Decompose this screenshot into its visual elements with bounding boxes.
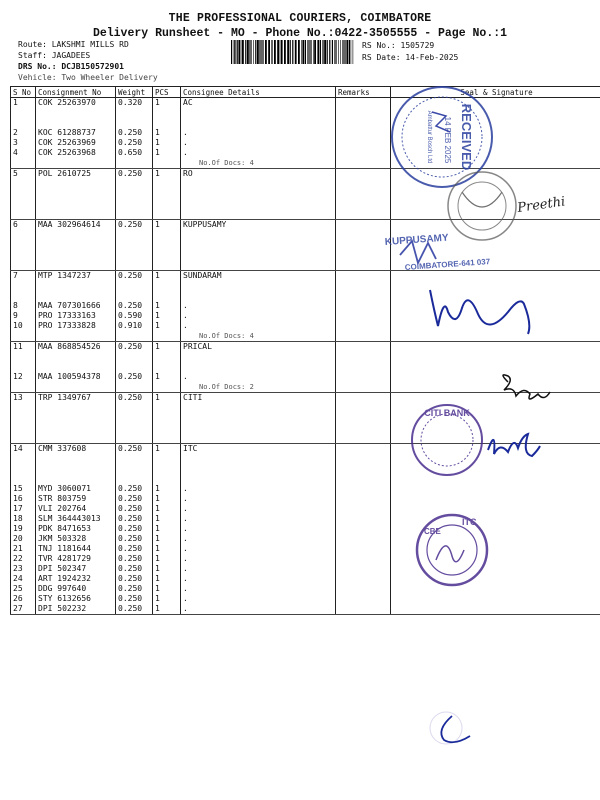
consignee-value: . <box>183 311 188 320</box>
barcode-bar <box>336 40 337 64</box>
pcs-value: 1 <box>155 504 160 513</box>
sno-value: 21 <box>13 544 23 553</box>
consignee-cell <box>181 271 336 342</box>
consignment-cell <box>36 342 116 393</box>
barcode-bar <box>332 40 333 64</box>
vehicle-label: Vehicle: Two Wheeler Delivery <box>18 73 158 82</box>
weight-value: 0.250 <box>118 524 143 533</box>
consignee-value: . <box>183 128 188 137</box>
table-row <box>11 169 600 220</box>
barcode-bar <box>314 40 316 64</box>
pcs-cell <box>153 444 181 615</box>
consignee-value: . <box>183 594 188 603</box>
barcode-bar <box>247 40 249 64</box>
pcs-value: 1 <box>155 514 160 523</box>
received-stamp-text: RECEIVED <box>459 103 474 171</box>
rs-date: RS Date: 14-Feb-2025 <box>362 53 459 62</box>
consignment-value: MAA 868854526 <box>38 342 101 351</box>
barcode-bar <box>292 40 293 64</box>
weight-value: 0.250 <box>118 564 143 573</box>
pcs-cell <box>153 271 181 342</box>
weight-cell <box>116 393 153 444</box>
pcs-value: 1 <box>155 372 160 381</box>
barcode-bar <box>238 40 240 64</box>
sno-value: 8 <box>13 301 18 310</box>
consignee-cell <box>181 220 336 271</box>
remarks-cell <box>336 169 391 220</box>
sno-value: 20 <box>13 534 23 543</box>
docs-count: No.Of Docs: 2 <box>199 383 254 391</box>
received-stamp-company: Ambattur Bosch Ltd <box>426 110 432 164</box>
weight-cell <box>116 220 153 271</box>
weight-value: 0.250 <box>118 393 143 402</box>
seal-cell <box>391 393 600 444</box>
consignment-value: TVR 4281729 <box>38 554 91 563</box>
pcs-value: 1 <box>155 220 160 229</box>
consignee-value: . <box>183 148 188 157</box>
pcs-value: 1 <box>155 271 160 280</box>
consignment-cell <box>36 169 116 220</box>
weight-value: 0.910 <box>118 321 143 330</box>
sno-value: 12 <box>13 372 23 381</box>
barcode-bar <box>284 40 286 64</box>
pcs-value: 1 <box>155 554 160 563</box>
sno-value: 4 <box>13 148 18 157</box>
barcode-bar <box>301 40 302 64</box>
pcs-value: 1 <box>155 594 160 603</box>
consignee-value: . <box>183 584 188 593</box>
pcs-value: 1 <box>155 148 160 157</box>
drs-number: DRS No.: DCJB150572901 <box>18 62 124 71</box>
sno-cell <box>11 220 36 271</box>
barcode-bar <box>343 40 344 64</box>
consignee-value: . <box>183 138 188 147</box>
consignee-value: . <box>183 504 188 513</box>
consignment-value: PRO 17333163 <box>38 311 96 320</box>
pcs-value: 1 <box>155 604 160 613</box>
sno-value: 27 <box>13 604 23 613</box>
weight-value: 0.250 <box>118 484 143 493</box>
barcode-bar <box>257 40 259 64</box>
pcs-value: 1 <box>155 301 160 310</box>
consignment-value: MAA 707301666 <box>38 301 101 310</box>
consignee-cell <box>181 342 336 393</box>
citi-stamp-text: CITI BANK <box>424 408 470 418</box>
consignee-value: . <box>183 494 188 503</box>
weight-value: 0.320 <box>118 98 143 107</box>
pcs-value: 1 <box>155 444 160 453</box>
barcode-bar <box>313 40 314 64</box>
faint-stamp <box>430 712 462 744</box>
barcode-bar <box>245 40 246 64</box>
weight-value: 0.250 <box>118 169 143 178</box>
barcode-bar <box>305 40 306 64</box>
docs-count: No.Of Docs: 4 <box>199 332 254 340</box>
route-label: Route: LAKSHMI MILLS RD <box>18 40 129 49</box>
barcode-bar <box>234 40 235 64</box>
consignee-cell <box>181 98 336 169</box>
barcode-bar <box>349 40 350 64</box>
weight-value: 0.250 <box>118 514 143 523</box>
consignee-value: PRICAL <box>183 342 212 351</box>
pcs-cell <box>153 98 181 169</box>
sno-value: 13 <box>13 393 23 402</box>
pcs-value: 1 <box>155 484 160 493</box>
consignment-value: TRP 1349767 <box>38 393 91 402</box>
consignment-value: COK 25263968 <box>38 148 96 157</box>
weight-value: 0.250 <box>118 544 143 553</box>
barcode-bar <box>298 40 300 64</box>
kuppusamy-stamp-city: COIMBATORE-641 037 <box>404 257 491 272</box>
consignment-value: VLI 202764 <box>38 504 87 513</box>
pcs-value: 1 <box>155 169 160 178</box>
consignment-value: JKM 503328 <box>38 534 87 543</box>
barcode-bar <box>338 40 339 64</box>
consignment-value: TNJ 1181644 <box>38 544 91 553</box>
consignee-cell <box>181 393 336 444</box>
consignment-cell <box>36 271 116 342</box>
weight-value: 0.250 <box>118 301 143 310</box>
pcs-value: 1 <box>155 128 160 137</box>
sno-value: 17 <box>13 504 23 513</box>
barcode-bar <box>274 40 276 64</box>
sno-value: 14 <box>13 444 23 453</box>
barcode-bar <box>253 40 254 64</box>
sno-value: 2 <box>13 128 18 137</box>
kuppusamy-stamp-text: KUPPUSAMY <box>384 232 449 248</box>
consignee-value: AC <box>183 98 193 107</box>
weight-value: 0.250 <box>118 138 143 147</box>
sno-value: 25 <box>13 584 23 593</box>
barcode-bar <box>351 40 352 64</box>
consignment-value: COK 25263970 <box>38 98 96 107</box>
barcode-bar <box>235 40 236 64</box>
sno-value: 3 <box>13 138 18 147</box>
consignee-value: KUPPUSAMY <box>183 220 227 229</box>
col-remarks: Remarks <box>336 87 391 98</box>
consignment-value: STR 803759 <box>38 494 87 503</box>
barcode-bar <box>237 40 238 64</box>
seal-cell <box>391 271 600 342</box>
sno-cell <box>11 169 36 220</box>
pcs-value: 1 <box>155 138 160 147</box>
barcode-bar <box>329 40 330 64</box>
pcs-value: 1 <box>155 342 160 351</box>
pcs-cell <box>153 342 181 393</box>
pcs-cell <box>153 393 181 444</box>
consignment-value: COK 25263969 <box>38 138 96 147</box>
consignment-value: KOC 61288737 <box>38 128 96 137</box>
sno-value: 19 <box>13 524 23 533</box>
weight-value: 0.250 <box>118 554 143 563</box>
barcode-bar <box>259 40 260 64</box>
consignment-value: MAA 302964614 <box>38 220 101 229</box>
sno-value: 10 <box>13 321 23 330</box>
barcode-bar <box>295 40 297 64</box>
barcode-bar <box>241 40 242 64</box>
weight-value: 0.650 <box>118 148 143 157</box>
barcode-bar <box>334 40 335 64</box>
consignment-value: PDK 8471653 <box>38 524 91 533</box>
col-weight: Weight <box>116 87 153 98</box>
pcs-value: 1 <box>155 564 160 573</box>
consignment-cell <box>36 393 116 444</box>
consignee-cell <box>181 169 336 220</box>
weight-value: 0.250 <box>118 534 143 543</box>
weight-cell <box>116 98 153 169</box>
weight-value: 0.250 <box>118 594 143 603</box>
pcs-value: 1 <box>155 321 160 330</box>
pcs-value: 1 <box>155 393 160 402</box>
barcode-bar <box>346 40 348 64</box>
col-sno: S No <box>11 87 36 98</box>
weight-value: 0.250 <box>118 444 143 453</box>
barcode-bar <box>302 40 304 64</box>
table-row <box>11 98 600 169</box>
consignment-value: DPI 502232 <box>38 604 87 613</box>
pcs-value: 1 <box>155 524 160 533</box>
consignment-cell <box>36 98 116 169</box>
consignee-value: SUNDARAM <box>183 271 222 280</box>
weight-value: 0.250 <box>118 342 143 351</box>
consignment-value: MYD 3060071 <box>38 484 91 493</box>
weight-cell <box>116 271 153 342</box>
barcode-bar <box>231 40 232 64</box>
pcs-value: 1 <box>155 574 160 583</box>
consignee-value: . <box>183 321 188 330</box>
weight-value: 0.250 <box>118 584 143 593</box>
barcode-bar <box>277 40 279 64</box>
weight-value: 0.250 <box>118 494 143 503</box>
table-row <box>11 220 600 271</box>
barcode-bar <box>340 40 341 64</box>
col-consignment: Consignment No <box>36 87 116 98</box>
consignee-value: . <box>183 301 188 310</box>
barcode-bar <box>280 40 281 64</box>
barcode-bar <box>322 40 323 64</box>
pcs-value: 1 <box>155 544 160 553</box>
weight-value: 0.250 <box>118 372 143 381</box>
consignee-value: . <box>183 514 188 523</box>
seal-cell <box>391 169 600 220</box>
consignee-value: . <box>183 372 188 381</box>
sno-value: 23 <box>13 564 23 573</box>
consignee-value: RO <box>183 169 193 178</box>
barcode-bar <box>309 40 310 64</box>
consignment-value: STY 6132656 <box>38 594 91 603</box>
barcode-bar <box>345 40 346 64</box>
bottom-signature <box>441 716 470 742</box>
weight-value: 0.250 <box>118 574 143 583</box>
sno-value: 1 <box>13 98 18 107</box>
weight-cell <box>116 342 153 393</box>
sno-value: 6 <box>13 220 18 229</box>
sno-cell <box>11 271 36 342</box>
sno-value: 24 <box>13 574 23 583</box>
consignee-value: . <box>183 524 188 533</box>
barcode-bar <box>342 40 343 64</box>
consignment-value: SLM 364443013 <box>38 514 101 523</box>
consignee-value: CITI <box>183 393 203 402</box>
company-title: THE PROFESSIONAL COURIERS, COIMBATORE <box>168 12 432 25</box>
consignment-value: CMM 337608 <box>38 444 87 453</box>
seal-cell <box>391 98 600 169</box>
barcode-bar <box>265 40 267 64</box>
pcs-value: 1 <box>155 584 160 593</box>
runsheet-table <box>10 86 600 615</box>
barcode-bar <box>290 40 291 64</box>
table-row <box>11 444 600 615</box>
consignment-value: MTP 1347237 <box>38 271 91 280</box>
sno-cell <box>11 444 36 615</box>
table-header-row <box>11 87 600 98</box>
table-row <box>11 393 600 444</box>
barcode-bar <box>281 40 283 64</box>
remarks-cell <box>336 271 391 342</box>
sno-value: 16 <box>13 494 23 503</box>
sno-cell <box>11 393 36 444</box>
remarks-cell <box>336 393 391 444</box>
barcode-bar <box>261 40 262 64</box>
barcode-image <box>231 40 355 64</box>
col-pcs: PCS <box>153 87 181 98</box>
seal-cell <box>391 444 600 615</box>
weight-value: 0.250 <box>118 504 143 513</box>
runsheet-subtitle: Delivery Runsheet - MO - Phone No.:0422-3505555 - Page No.:1 <box>92 27 508 40</box>
pcs-value: 1 <box>155 311 160 320</box>
seal-cell <box>391 342 600 393</box>
barcode-bar <box>353 40 354 64</box>
consignee-value: . <box>183 484 188 493</box>
barcode-bar <box>242 40 244 64</box>
barcode-bar <box>310 40 311 64</box>
barcode-bar <box>324 40 326 64</box>
seal-cell <box>391 220 600 271</box>
consignee-value: . <box>183 604 188 613</box>
barcode-bar <box>327 40 328 64</box>
barcode-bar <box>262 40 263 64</box>
barcode-bar <box>320 40 321 64</box>
sno-value: 11 <box>13 342 23 351</box>
pcs-cell <box>153 220 181 271</box>
barcode-bar <box>249 40 250 64</box>
consignment-value: DDG 997640 <box>38 584 87 593</box>
sno-value: 26 <box>13 594 23 603</box>
pcs-value: 1 <box>155 494 160 503</box>
remarks-cell <box>336 342 391 393</box>
barcode-bar <box>268 40 270 64</box>
consignment-value: ART 1924232 <box>38 574 91 583</box>
barcode-bar <box>255 40 256 64</box>
received-stamp-date: 14 FEB 2025 <box>443 116 452 164</box>
sno-cell <box>11 98 36 169</box>
weight-value: 0.590 <box>118 311 143 320</box>
remarks-cell <box>336 444 391 615</box>
consignee-value: . <box>183 574 188 583</box>
weight-value: 0.250 <box>118 220 143 229</box>
weight-cell <box>116 169 153 220</box>
consignee-cell <box>181 444 336 615</box>
table-row <box>11 342 600 393</box>
sno-value: 15 <box>13 484 23 493</box>
sno-value: 18 <box>13 514 23 523</box>
pcs-cell <box>153 169 181 220</box>
sno-value: 7 <box>13 271 18 280</box>
consignee-value: ITC <box>183 444 198 453</box>
itc-stamp-text: ITC <box>462 517 477 527</box>
itc-stamp-sub: CBE <box>424 527 441 536</box>
staff-label: Staff: JAGADEES <box>18 51 91 60</box>
consignee-value: . <box>183 564 188 573</box>
consignment-cell <box>36 444 116 615</box>
remarks-cell <box>336 220 391 271</box>
weight-cell <box>116 444 153 615</box>
weight-value: 0.250 <box>118 128 143 137</box>
sno-cell <box>11 342 36 393</box>
signature-preethi: Preethi <box>516 194 567 216</box>
barcode-bar <box>271 40 272 64</box>
rs-number: RS No.: 1505729 <box>362 41 435 50</box>
sno-value: 9 <box>13 311 18 320</box>
consignment-value: PRO 17333828 <box>38 321 96 330</box>
consignee-value: . <box>183 554 188 563</box>
weight-value: 0.250 <box>118 271 143 280</box>
col-consignee: Consignee Details <box>181 87 336 98</box>
consignment-value: DPI 502347 <box>38 564 87 573</box>
barcode-bar <box>317 40 319 64</box>
barcode-bar <box>287 40 289 64</box>
sno-value: 5 <box>13 169 18 178</box>
docs-count: No.Of Docs: 4 <box>199 159 254 167</box>
consignment-value: MAA 100594378 <box>38 372 101 381</box>
consignment-value: POL 2610725 <box>38 169 91 178</box>
weight-value: 0.250 <box>118 604 143 613</box>
barcode-bar <box>307 40 308 64</box>
barcode-bar <box>251 40 252 64</box>
consignment-cell <box>36 220 116 271</box>
remarks-cell <box>336 98 391 169</box>
consignee-value: . <box>183 544 188 553</box>
table-row <box>11 271 600 342</box>
sno-value: 22 <box>13 554 23 563</box>
consignee-value: . <box>183 534 188 543</box>
col-seal-signature: Seal & Signature <box>391 87 600 98</box>
pcs-value: 1 <box>155 98 160 107</box>
pcs-value: 1 <box>155 534 160 543</box>
